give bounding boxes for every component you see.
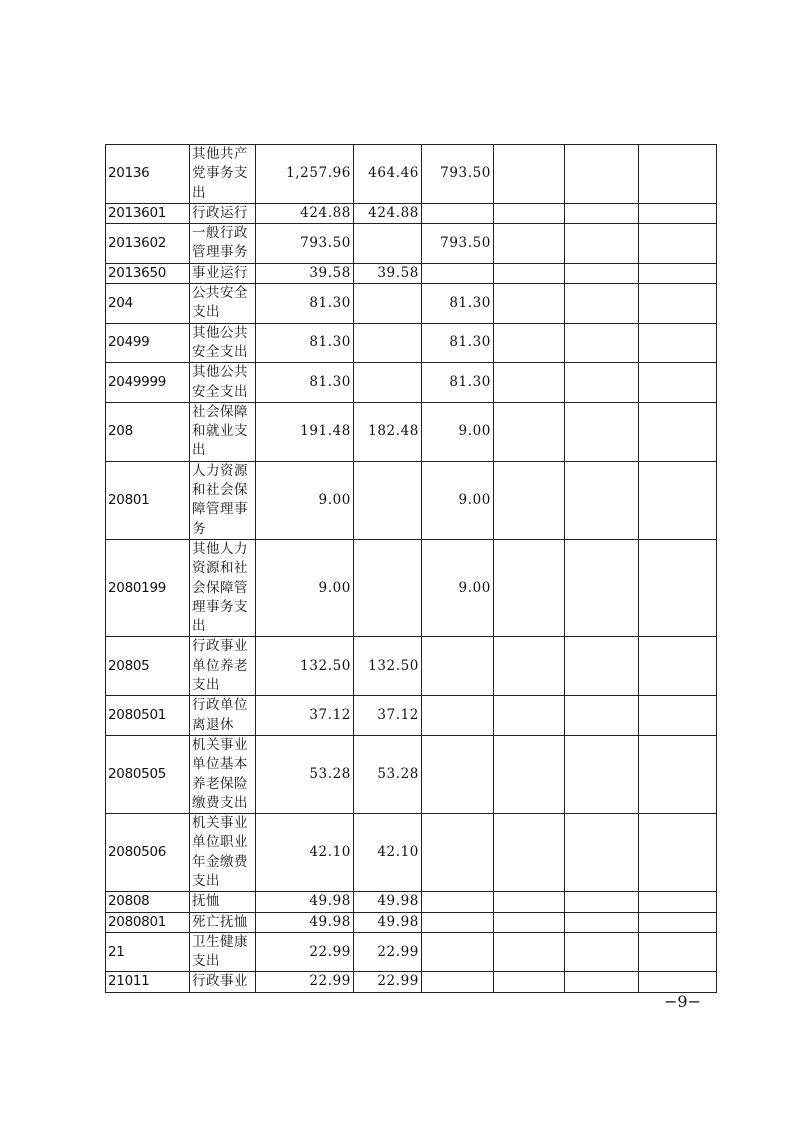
cell-total: 81.30	[256, 284, 354, 324]
cell-total: 22.99	[256, 972, 354, 992]
table-row	[106, 203, 717, 223]
cell-name: 卫生健康支出	[190, 932, 256, 972]
table-row	[106, 912, 717, 932]
cell-total: 53.28	[256, 735, 354, 813]
cell-code: 204	[106, 284, 190, 324]
cell-name: 机关事业单位基本养老保险缴费支出	[190, 735, 256, 813]
cell-name: 其他人力资源和社会保障管理事务支出	[190, 539, 256, 636]
cell-total: 191.48	[256, 402, 354, 461]
cell-total: 424.88	[256, 203, 354, 223]
cell-col8	[639, 814, 717, 892]
cell-col7	[565, 461, 639, 539]
cell-project: 793.50	[422, 145, 494, 204]
table-row	[106, 539, 717, 636]
cell-code: 21	[106, 932, 190, 972]
cell-name: 其他公共安全支出	[190, 323, 256, 363]
cell-col6	[494, 539, 565, 636]
cell-col6	[494, 402, 565, 461]
cell-name: 其他共产党事务支出	[190, 145, 256, 204]
cell-col7	[565, 323, 639, 363]
cell-total: 37.12	[256, 696, 354, 736]
cell-basic	[354, 539, 422, 636]
cell-total: 1,257.96	[256, 145, 354, 204]
cell-col8	[639, 539, 717, 636]
cell-total: 22.99	[256, 932, 354, 972]
cell-col7	[565, 224, 639, 264]
cell-col7	[565, 814, 639, 892]
table-row	[106, 224, 717, 264]
cell-project	[422, 912, 494, 932]
table-row	[106, 696, 717, 736]
cell-code: 2013601	[106, 203, 190, 223]
cell-basic	[354, 284, 422, 324]
cell-code: 21011	[106, 972, 190, 992]
cell-name: 抚恤	[190, 892, 256, 912]
cell-basic: 22.99	[354, 932, 422, 972]
cell-col8	[639, 637, 717, 696]
cell-total: 39.58	[256, 263, 354, 283]
cell-col8	[639, 284, 717, 324]
cell-basic: 37.12	[354, 696, 422, 736]
table-row	[106, 972, 717, 992]
cell-project: 81.30	[422, 284, 494, 324]
cell-col8	[639, 363, 717, 403]
cell-col8	[639, 224, 717, 264]
cell-name: 死亡抚恤	[190, 912, 256, 932]
cell-col7	[565, 145, 639, 204]
cell-code: 20801	[106, 461, 190, 539]
cell-total: 9.00	[256, 539, 354, 636]
cell-code: 20499	[106, 323, 190, 363]
cell-col7	[565, 203, 639, 223]
cell-total: 42.10	[256, 814, 354, 892]
cell-col6	[494, 284, 565, 324]
cell-col8	[639, 696, 717, 736]
cell-col6	[494, 912, 565, 932]
cell-name: 一般行政管理事务	[190, 224, 256, 264]
cell-basic: 182.48	[354, 402, 422, 461]
table-row	[106, 284, 717, 324]
cell-name: 行政事业	[190, 972, 256, 992]
cell-project	[422, 814, 494, 892]
cell-code: 2080506	[106, 814, 190, 892]
cell-col6	[494, 814, 565, 892]
cell-total: 49.98	[256, 892, 354, 912]
cell-project	[422, 696, 494, 736]
cell-total: 132.50	[256, 637, 354, 696]
cell-code: 20136	[106, 145, 190, 204]
cell-code: 208	[106, 402, 190, 461]
table-row	[106, 323, 717, 363]
cell-project: 81.30	[422, 323, 494, 363]
cell-code: 20805	[106, 637, 190, 696]
table-row	[106, 461, 717, 539]
cell-total: 793.50	[256, 224, 354, 264]
cell-project	[422, 972, 494, 992]
cell-total: 9.00	[256, 461, 354, 539]
cell-col6	[494, 203, 565, 223]
cell-col6	[494, 224, 565, 264]
cell-col8	[639, 735, 717, 813]
cell-col7	[565, 539, 639, 636]
budget-table	[105, 144, 717, 993]
cell-name: 其他公共安全支出	[190, 363, 256, 403]
cell-code: 2080801	[106, 912, 190, 932]
cell-name: 公共安全支出	[190, 284, 256, 324]
cell-code: 2080199	[106, 539, 190, 636]
cell-code: 2049999	[106, 363, 190, 403]
cell-col7	[565, 263, 639, 283]
cell-basic: 53.28	[354, 735, 422, 813]
cell-project: 81.30	[422, 363, 494, 403]
cell-col8	[639, 461, 717, 539]
cell-col7	[565, 696, 639, 736]
cell-col7	[565, 932, 639, 972]
cell-project: 9.00	[422, 539, 494, 636]
cell-col8	[639, 402, 717, 461]
cell-col7	[565, 637, 639, 696]
cell-project: 793.50	[422, 224, 494, 264]
cell-col6	[494, 932, 565, 972]
cell-project	[422, 932, 494, 972]
cell-basic: 22.99	[354, 972, 422, 992]
table-row	[106, 637, 717, 696]
cell-name: 机关事业单位职业年金缴费支出	[190, 814, 256, 892]
budget-table-body	[106, 145, 717, 993]
cell-col8	[639, 892, 717, 912]
cell-col7	[565, 972, 639, 992]
cell-name: 行政单位离退休	[190, 696, 256, 736]
cell-col8	[639, 145, 717, 204]
cell-total: 81.30	[256, 363, 354, 403]
cell-basic	[354, 461, 422, 539]
cell-col8	[639, 323, 717, 363]
table-row	[106, 263, 717, 283]
cell-col6	[494, 263, 565, 283]
cell-code: 20808	[106, 892, 190, 912]
cell-col6	[494, 363, 565, 403]
cell-project	[422, 735, 494, 813]
table-row	[106, 363, 717, 403]
cell-basic: 49.98	[354, 892, 422, 912]
cell-basic: 39.58	[354, 263, 422, 283]
cell-col7	[565, 284, 639, 324]
cell-project: 9.00	[422, 461, 494, 539]
cell-col6	[494, 145, 565, 204]
cell-basic: 464.46	[354, 145, 422, 204]
cell-col6	[494, 972, 565, 992]
cell-col8	[639, 203, 717, 223]
cell-col7	[565, 363, 639, 403]
cell-col8	[639, 912, 717, 932]
cell-total: 49.98	[256, 912, 354, 932]
cell-basic: 424.88	[354, 203, 422, 223]
cell-name: 事业运行	[190, 263, 256, 283]
table-row	[106, 892, 717, 912]
cell-project	[422, 263, 494, 283]
cell-code: 2080505	[106, 735, 190, 813]
table-row	[106, 145, 717, 204]
cell-col8	[639, 932, 717, 972]
cell-name: 行政事业单位养老支出	[190, 637, 256, 696]
table-row	[106, 814, 717, 892]
table-row	[106, 402, 717, 461]
cell-total: 81.30	[256, 323, 354, 363]
cell-col6	[494, 323, 565, 363]
cell-name: 行政运行	[190, 203, 256, 223]
cell-col6	[494, 696, 565, 736]
cell-basic	[354, 323, 422, 363]
cell-col6	[494, 637, 565, 696]
cell-basic	[354, 363, 422, 403]
cell-project: 9.00	[422, 402, 494, 461]
cell-col6	[494, 461, 565, 539]
cell-col7	[565, 912, 639, 932]
cell-project	[422, 892, 494, 912]
cell-basic: 132.50	[354, 637, 422, 696]
cell-code: 2013602	[106, 224, 190, 264]
cell-name: 社会保障和就业支出	[190, 402, 256, 461]
cell-code: 2013650	[106, 263, 190, 283]
cell-col6	[494, 735, 565, 813]
cell-col8	[639, 972, 717, 992]
cell-basic: 42.10	[354, 814, 422, 892]
cell-project	[422, 637, 494, 696]
table-row	[106, 932, 717, 972]
cell-col6	[494, 892, 565, 912]
cell-col7	[565, 402, 639, 461]
cell-code: 2080501	[106, 696, 190, 736]
cell-col7	[565, 735, 639, 813]
table-row	[106, 735, 717, 813]
cell-basic: 49.98	[354, 912, 422, 932]
cell-col7	[565, 892, 639, 912]
cell-col8	[639, 263, 717, 283]
page-number: −9−	[664, 992, 701, 1011]
cell-project	[422, 203, 494, 223]
cell-name: 人力资源和社会保障管理事务	[190, 461, 256, 539]
cell-basic	[354, 224, 422, 264]
